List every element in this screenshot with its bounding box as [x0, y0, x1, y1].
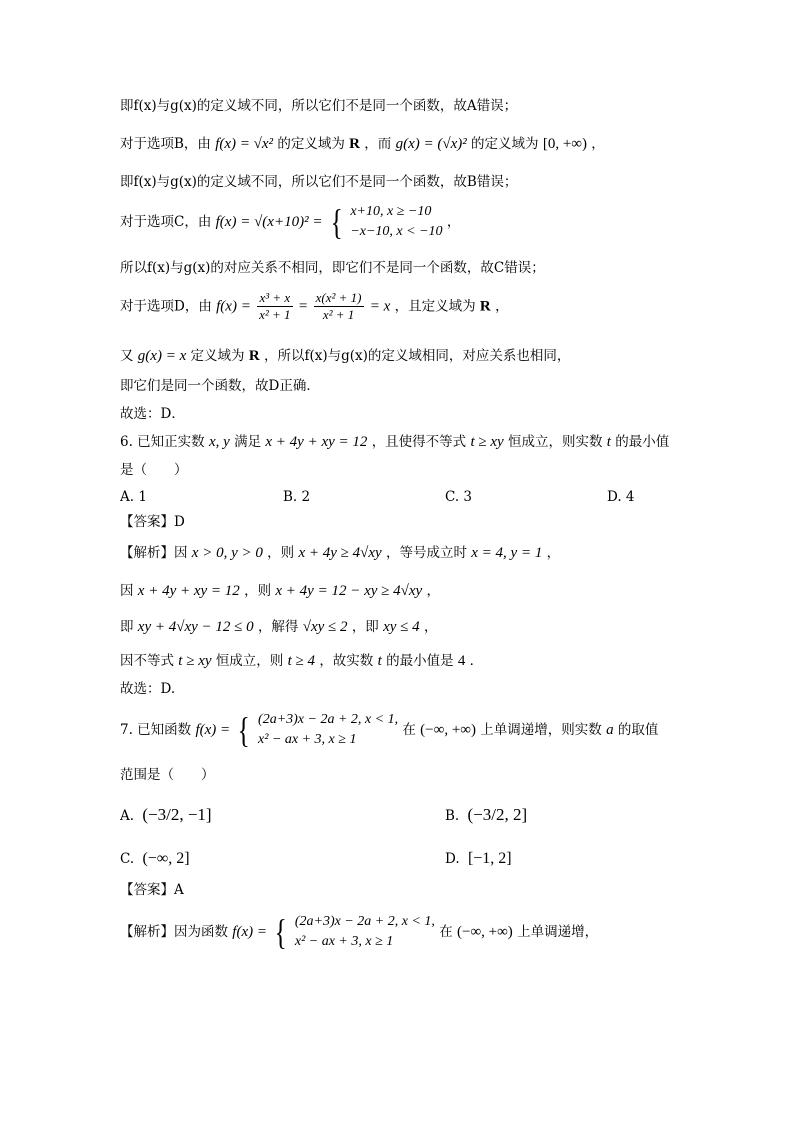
piecewise-cases [258, 710, 398, 750]
fraction-numerator: x(x² + 1) [315, 290, 362, 305]
option-d [445, 849, 512, 869]
paragraph-text: 定义域为 [190, 348, 245, 364]
conclusion-text: 故选：D. [120, 681, 176, 697]
paragraph-text: ，所以f(x)与g(x)的定义域相同，对应关系也相同， [263, 348, 571, 364]
math-expression: x + 4y + xy = 12 [137, 583, 240, 599]
option-label: D. [445, 851, 460, 867]
paragraph-text: ， [591, 136, 605, 152]
question-text: ，且使得不等式 [371, 434, 467, 450]
fraction-denominator: x² + 1 [322, 307, 355, 322]
paragraph-text: 又 [120, 348, 134, 364]
left-brace-icon: { [330, 202, 343, 242]
paragraph-text: 对于选项B，由 [120, 136, 211, 152]
paragraph-text: 故选：D． [120, 406, 185, 422]
explanation-line [120, 617, 437, 637]
explanation-text: ，即 [351, 619, 379, 635]
math-expression: = x [369, 298, 391, 315]
paragraph-text: 所以f(x)与g(x)的对应关系不相同，即它们不是同一个函数，故C错误； [120, 260, 545, 276]
option-a [120, 805, 212, 826]
option-c [120, 849, 190, 869]
option-b [445, 805, 527, 826]
math-expression: f(x) = [195, 722, 231, 738]
explanation-text: 的最小值是 [386, 653, 454, 669]
question-stem [120, 765, 215, 785]
option-value: (−∞, 2] [142, 850, 190, 867]
question-text: 的取值 [617, 722, 659, 738]
paragraph-text: 对于选项D，由 [120, 298, 212, 315]
math-expression: (−∞, +∞) [457, 924, 513, 940]
math-expression: f(x) = [232, 924, 267, 940]
explanation-text: ，等号成立时 [385, 545, 467, 561]
fraction [314, 290, 364, 323]
fraction [257, 290, 292, 323]
case-line: x² − ax + 3, x ≥ 1 [258, 732, 357, 747]
paragraph-text: 的定义域为 [277, 136, 345, 152]
left-brace-icon: { [274, 912, 287, 952]
question-text: 6. 已知正实数 [120, 434, 205, 450]
text-line [120, 346, 570, 366]
math-expression: √xy ≤ 2 [302, 619, 348, 635]
math-expression: x = 4, y = 1 [471, 545, 543, 561]
case-line: x² − ax + 3, x ≥ 1 [294, 934, 394, 949]
math-expression: (−∞, +∞) [420, 722, 476, 738]
option-label: B. [445, 808, 460, 824]
math-symbol: R [479, 298, 491, 315]
text-line [120, 134, 605, 154]
text-line [120, 290, 509, 323]
piecewise-cases [350, 202, 442, 242]
math-expression: t ≥ xy [470, 434, 504, 450]
math-expression: f(x) = √x² [215, 136, 274, 152]
question-text: 满足 [234, 434, 262, 450]
paragraph-text: 即f(x)与g(x)的定义域不同，所以它们不是同一个函数，故A错误； [120, 98, 518, 114]
answer-text: 【答案】D [120, 514, 185, 530]
math-expression: g(x) = (√x)² [395, 136, 467, 152]
case-line: (2a+3)x − 2a + 2, x < 1, [258, 712, 399, 727]
option-b: B. 2 [283, 489, 311, 505]
paragraph-text: ， [446, 214, 461, 230]
math-expression: x + 4y = 12 − xy ≥ 4√xy [275, 583, 423, 599]
answer-line [120, 880, 184, 900]
fraction-numerator: x³ + x [257, 290, 292, 307]
math-expression: x, y [208, 434, 230, 450]
paragraph-text: 即f(x)与g(x)的定义域不同，所以它们不是同一个函数，故B错误； [120, 174, 518, 190]
math-expression: [0, +∞) [542, 136, 587, 152]
math-expression: g(x) = x [137, 348, 187, 364]
option-c: C. 3 [445, 489, 473, 505]
case-line: −x−10, x < −10 [350, 224, 443, 239]
math-expression: xy ≤ 4 [383, 619, 420, 635]
question-text: 恒成立，则实数 [508, 434, 603, 450]
explanation-text: 恒成立，则 [215, 653, 284, 669]
explanation-line [120, 581, 440, 601]
question-text: 的最小值 [615, 434, 670, 450]
explanation-text: ，解得 [257, 619, 299, 635]
explanation-text: 上单调递增， [517, 924, 599, 940]
explanation-text: ，故实数 [319, 653, 374, 669]
question-text: 上单调递增，则实数 [480, 722, 602, 738]
text-line [120, 258, 545, 278]
option-label: C. [120, 851, 135, 867]
explanation-text: 【解析】因为函数 [120, 924, 228, 940]
paragraph-text: ，而 [364, 136, 392, 152]
math-expression: x > 0, y > 0 [191, 545, 263, 561]
option-value: (−3/2, 2] [467, 805, 528, 824]
math-expression: a [606, 722, 614, 738]
explanation-text: ，则 [267, 545, 295, 561]
question-stem [120, 460, 188, 480]
text-line [120, 202, 460, 242]
explanation-text: ， [426, 583, 440, 599]
math-expression: t [377, 653, 382, 669]
explanation-line [120, 651, 483, 671]
paragraph-text: 对于选项C，由 [120, 214, 212, 230]
math-expression: t [606, 434, 611, 450]
text-line [120, 96, 517, 116]
math-symbol: R [349, 136, 360, 152]
explanation-text: ， [423, 619, 438, 635]
math-expression: t ≥ 4 [287, 653, 316, 669]
option-label: A. [120, 808, 135, 824]
paragraph-text: 的定义域为 [471, 136, 539, 152]
math-symbol: = [298, 298, 308, 315]
explanation-text: ， [546, 545, 561, 561]
math-expression: xy + 4√xy − 12 ≤ 0 [137, 619, 254, 635]
conclusion-line [120, 679, 175, 699]
explanation-text: 因 [120, 583, 134, 599]
math-expression: f(x) = [216, 298, 251, 315]
explanation-text: 【解析】因 [120, 545, 188, 561]
text-line [120, 172, 517, 192]
option-value: (−3/2, −1] [142, 805, 212, 824]
question-text: 范围是（ ） [120, 767, 215, 783]
text-line [120, 376, 320, 396]
math-expression: x + 4y + xy = 12 [265, 434, 368, 450]
fraction-denominator: x² + 1 [259, 307, 291, 322]
explanation-line [120, 543, 560, 563]
case-line: (2a+3)x − 2a + 2, x < 1, [294, 914, 435, 929]
paragraph-text: ，且定义域为 [394, 298, 476, 315]
math-expression: x + 4y ≥ 4√xy [298, 545, 382, 561]
math-expression: f(x) = √(x+10)² = [215, 214, 323, 230]
math-symbol: R [248, 348, 260, 364]
paragraph-text: 即它们是同一个函数，故D正确． [120, 378, 320, 394]
left-brace-icon: { [238, 710, 251, 750]
option-a: A. 1 [120, 489, 147, 505]
text-line [120, 404, 185, 424]
paragraph-text: ， [495, 298, 509, 315]
answer-text: 【答案】A [120, 882, 184, 898]
answer-line [120, 512, 185, 532]
case-line: x+10, x ≥ −10 [350, 204, 432, 219]
question-text: 7. 已知函数 [120, 722, 192, 738]
explanation-text: ，则 [244, 583, 272, 599]
option-value: [−1, 2] [467, 850, 512, 867]
question-text: 在 [402, 722, 416, 738]
question-stem [120, 710, 658, 750]
math-expression: 4 [457, 653, 466, 669]
question-stem [120, 432, 669, 452]
explanation-text: 因不等式 [120, 653, 174, 669]
option-d: D. 4 [607, 489, 635, 505]
explanation-text: 即 [120, 619, 134, 635]
explanation-text: 在 [439, 924, 453, 940]
piecewise-cases [295, 912, 435, 952]
math-expression: t ≥ xy [178, 653, 212, 669]
question-text: 是（ ） [120, 462, 188, 478]
explanation-line [120, 912, 598, 952]
explanation-text: ． [469, 653, 484, 669]
